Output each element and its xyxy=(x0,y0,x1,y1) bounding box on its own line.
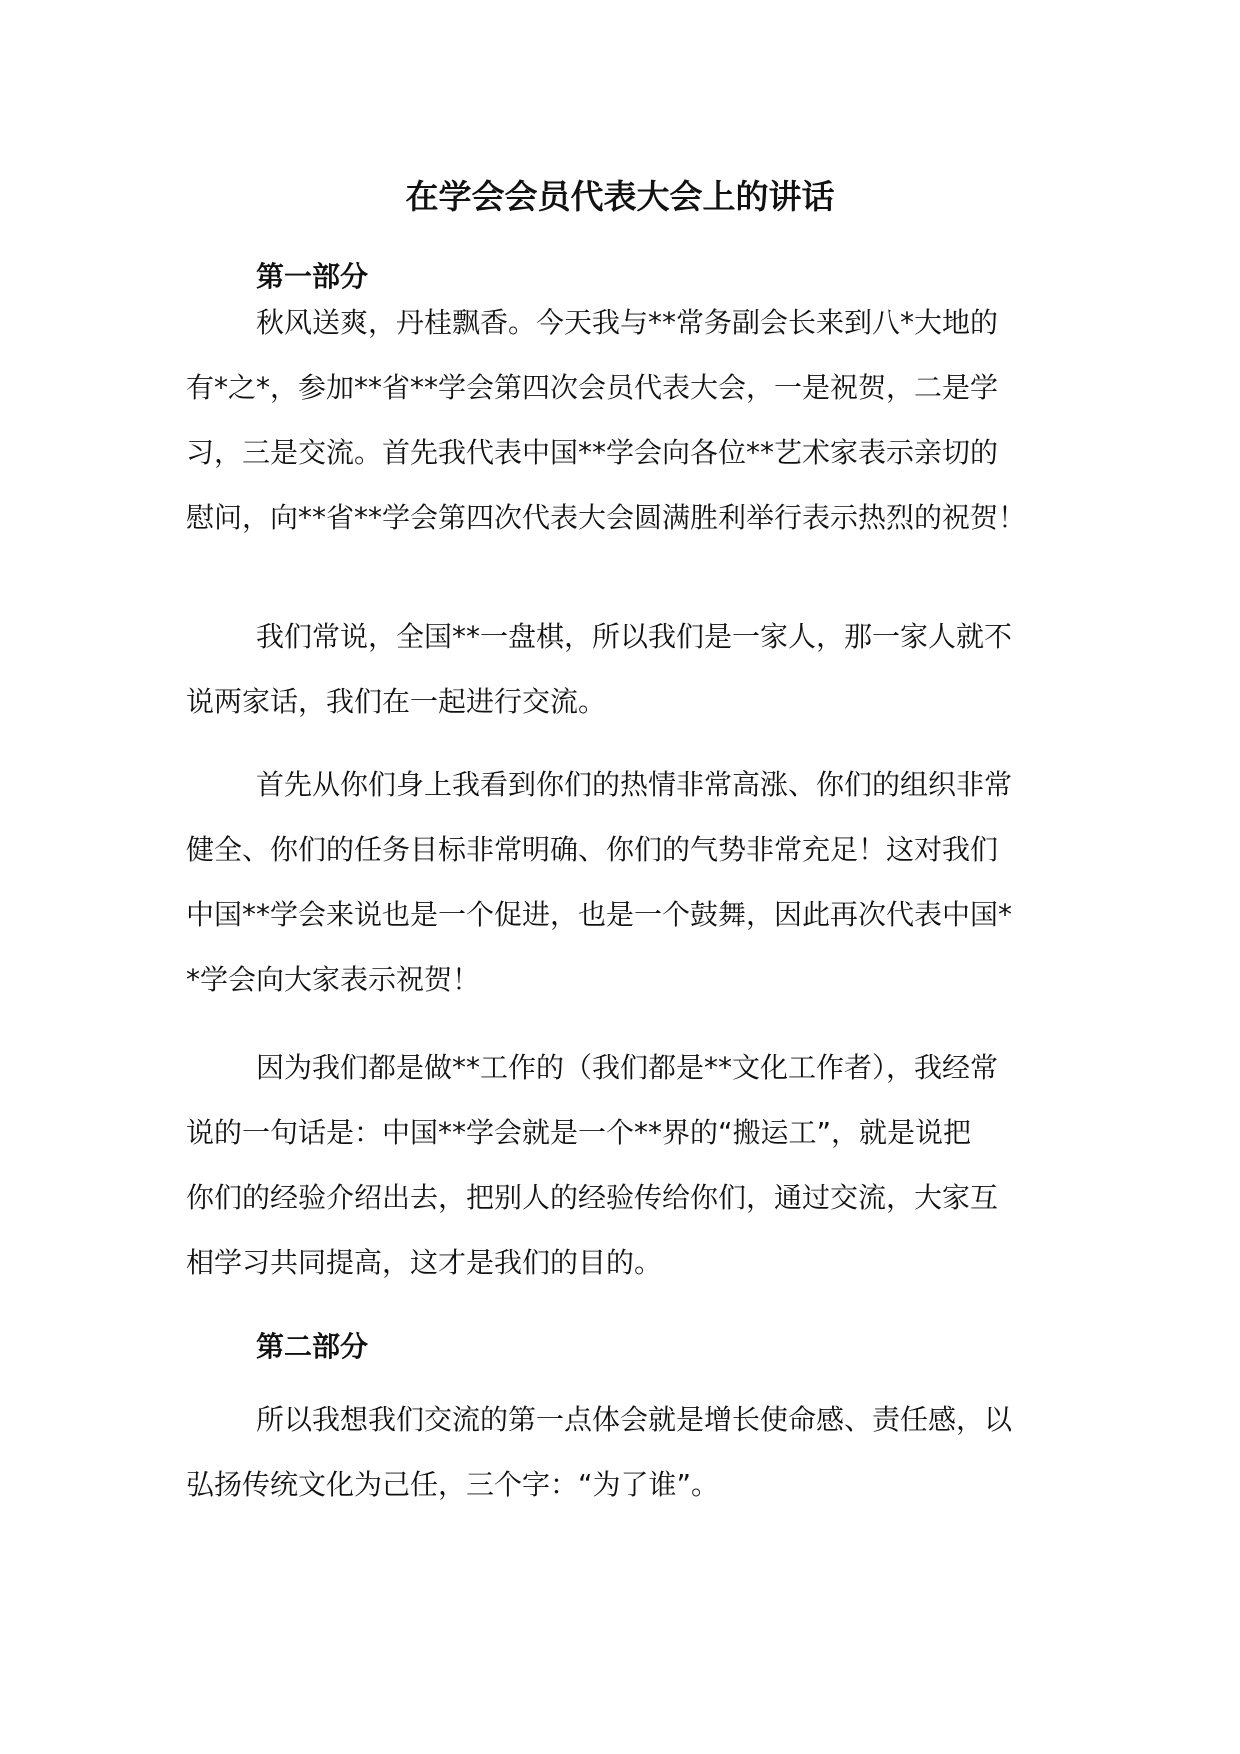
paragraph-line: 相学习共同提高，这才是我们的目的。 xyxy=(186,1246,663,1279)
document-title: 在学会会员代表大会上的讲话 xyxy=(405,177,835,216)
paragraph-line: 有*之*，参加**省**学会第四次会员代表大会，一是祝贺，二是学 xyxy=(186,371,999,404)
paragraph-line: 习，三是交流。首先我代表中国**学会向各位**艺术家表示亲切的 xyxy=(186,436,999,469)
paragraph-3 xyxy=(186,752,1066,1012)
paragraph-4 xyxy=(186,1035,1066,1295)
paragraph-line: *学会向大家表示祝贺！ xyxy=(186,963,481,996)
paragraph-line: 健全、你们的任务目标非常明确、你们的气势非常充足！这对我们 xyxy=(186,833,999,866)
paragraph-line: 说的一句话是：中国**学会就是一个**界的“搬运工”，就是说把 xyxy=(186,1116,972,1149)
paragraph-line: 中国**学会来说也是一个促进，也是一个鼓舞，因此再次代表中国* xyxy=(186,898,1013,931)
paragraph-line: 因为我们都是做**工作的（我们都是**文化工作者），我经常 xyxy=(256,1051,999,1084)
paragraph-line: 秋风送爽，丹桂飘香。今天我与**常务副会长来到八*大地的 xyxy=(256,306,999,339)
paragraph-2 xyxy=(186,604,1066,734)
paragraph-line: 说两家话，我们在一起进行交流。 xyxy=(186,685,607,718)
paragraph-line: 所以我想我们交流的第一点体会就是增长使命感、责任感，以 xyxy=(256,1403,1013,1436)
paragraph-line: 首先从你们身上我看到你们的热情非常高涨、你们的组织非常 xyxy=(256,768,1013,801)
paragraph-line: 弘扬传统文化为己任，三个字：“为了谁”。 xyxy=(186,1468,720,1501)
paragraph-line: 慰问，向**省**学会第四次代表大会圆满胜利举行表示热烈的祝贺！ xyxy=(186,501,1027,534)
section-heading-2: 第二部分 xyxy=(256,1330,369,1363)
paragraph-line: 你们的经验介绍出去，把别人的经验传给你们，通过交流，大家互 xyxy=(186,1181,999,1214)
paragraph-1 xyxy=(186,290,1066,550)
paragraph-line: 我们常说，全国**一盘棋，所以我们是一家人，那一家人就不 xyxy=(256,620,1013,653)
section-heading-1: 第一部分 xyxy=(256,260,369,293)
paragraph-5 xyxy=(186,1387,1066,1517)
